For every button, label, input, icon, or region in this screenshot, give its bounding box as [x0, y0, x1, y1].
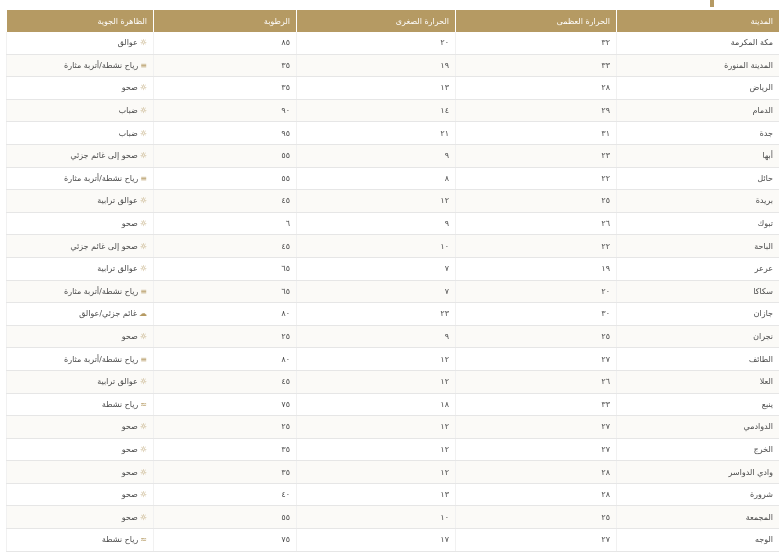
cell-city: جدة — [617, 122, 779, 145]
condition-label: ضباب — [119, 106, 138, 115]
condition-label: رياح نشطة/أتربة مثارة — [64, 287, 138, 296]
wind-icon: ≈ — [140, 535, 147, 544]
fog-icon: ☼ — [140, 106, 147, 115]
cell-min-temp: ٧ — [297, 257, 456, 280]
cell-condition — [7, 77, 154, 100]
sun-cloud-icon: ☼ — [140, 242, 147, 251]
wind-dust-icon: ≡ — [140, 61, 147, 70]
cell-condition — [7, 303, 154, 326]
cell-city: الطائف — [617, 348, 779, 371]
cell-condition — [7, 416, 154, 439]
wind-dust-icon: ≡ — [140, 355, 147, 364]
table-row — [7, 303, 779, 326]
cell-min-temp: ٢١ — [297, 122, 456, 145]
condition-label: رياح نشطة/أتربة مثارة — [64, 61, 138, 70]
condition-label: عوالق ترابية — [97, 377, 138, 386]
cell-condition — [7, 32, 154, 54]
cell-city: جازان — [617, 303, 779, 326]
cell-condition — [7, 325, 154, 348]
cell-max-temp: ٣٠ — [456, 303, 617, 326]
sun-icon: ☼ — [140, 83, 147, 92]
header-condition[interactable]: الظاهرة الجوية — [7, 10, 154, 32]
cell-condition — [7, 257, 154, 280]
weather-table — [6, 10, 779, 552]
cell-max-temp: ٢٨ — [456, 461, 617, 484]
table-row — [7, 393, 779, 416]
wind-dust-icon: ≡ — [140, 174, 147, 183]
sun-icon: ☼ — [140, 445, 147, 454]
cell-condition — [7, 190, 154, 213]
cell-max-temp: ٢٣ — [456, 144, 617, 167]
fog-icon: ☼ — [140, 129, 147, 138]
cell-min-temp: ٩ — [297, 144, 456, 167]
cell-min-temp: ١٢ — [297, 461, 456, 484]
cell-city: الدمام — [617, 99, 779, 122]
table-row — [7, 235, 779, 258]
header-city[interactable]: المدينة — [617, 10, 779, 32]
condition-label: ضباب — [119, 129, 138, 138]
cell-max-temp: ٢٧ — [456, 416, 617, 439]
cell-condition — [7, 393, 154, 416]
dust-icon: ☼ — [140, 377, 147, 386]
cell-city: الدوادمي — [617, 416, 779, 439]
condition-label: غائم جزئي/عوالق — [79, 309, 137, 318]
table-row — [7, 54, 779, 77]
condition-label: صحو — [122, 422, 138, 431]
cell-humidity: ٧٥ — [154, 393, 297, 416]
cell-condition — [7, 506, 154, 529]
dust-icon: ☼ — [140, 38, 147, 47]
cell-max-temp: ٢٧ — [456, 348, 617, 371]
cell-city: ينبع — [617, 393, 779, 416]
cell-max-temp: ٣١ — [456, 122, 617, 145]
cell-min-temp: ٧ — [297, 280, 456, 303]
sun-icon: ☼ — [140, 422, 147, 431]
table-row — [7, 32, 779, 54]
cell-humidity: ٢٥ — [154, 325, 297, 348]
cell-city: الرياض — [617, 77, 779, 100]
cell-max-temp: ٣٣ — [456, 393, 617, 416]
cell-min-temp: ١٠ — [297, 506, 456, 529]
sun-icon: ☼ — [140, 490, 147, 499]
cell-max-temp: ٣٢ — [456, 32, 617, 54]
condition-label: عوالق ترابية — [97, 264, 138, 273]
cell-city: مكة المكرمة — [617, 32, 779, 54]
cell-condition — [7, 461, 154, 484]
cell-min-temp: ١٤ — [297, 99, 456, 122]
cell-humidity: ٨٥ — [154, 32, 297, 54]
table-row — [7, 190, 779, 213]
cell-max-temp: ٢٧ — [456, 529, 617, 552]
cell-city: تبوك — [617, 212, 779, 235]
cell-max-temp: ٢٨ — [456, 483, 617, 506]
cell-city: أبها — [617, 144, 779, 167]
condition-label: صحو — [122, 332, 138, 341]
cell-humidity: ٣٥ — [154, 461, 297, 484]
cell-max-temp: ٢٥ — [456, 506, 617, 529]
cell-min-temp: ٩ — [297, 212, 456, 235]
cell-humidity: ٢٥ — [154, 416, 297, 439]
condition-label: صحو إلى غائم جزئي — [70, 151, 137, 160]
cell-humidity: ٩٥ — [154, 122, 297, 145]
condition-label: رياح نشطة — [102, 535, 138, 544]
table-row — [7, 167, 779, 190]
cell-humidity: ٤٥ — [154, 190, 297, 213]
cell-max-temp: ٢٠ — [456, 280, 617, 303]
header-max-temp[interactable]: الحرارة العظمى — [456, 10, 617, 32]
cell-max-temp: ٣٣ — [456, 54, 617, 77]
cell-humidity: ٦٥ — [154, 280, 297, 303]
cell-city: الباحة — [617, 235, 779, 258]
condition-label: عوالق — [118, 38, 138, 47]
cell-humidity: ٤٥ — [154, 235, 297, 258]
cell-humidity: ٣٥ — [154, 438, 297, 461]
condition-label: صحو إلى غائم جزئي — [70, 242, 137, 251]
cell-condition — [7, 212, 154, 235]
cell-min-temp: ٢٠ — [297, 32, 456, 54]
cell-condition — [7, 235, 154, 258]
cell-condition — [7, 99, 154, 122]
cell-humidity: ٨٠ — [154, 348, 297, 371]
cell-humidity: ٣٥ — [154, 54, 297, 77]
cell-min-temp: ٢٣ — [297, 303, 456, 326]
cell-humidity: ٥٥ — [154, 144, 297, 167]
cell-max-temp: ٢٥ — [456, 325, 617, 348]
cell-min-temp: ١٣ — [297, 77, 456, 100]
table-row — [7, 122, 779, 145]
header-min-temp[interactable]: الحرارة الصغرى — [297, 10, 456, 32]
cell-max-temp: ٢٢ — [456, 235, 617, 258]
sun-cloud-icon: ☼ — [140, 151, 147, 160]
condition-label: صحو — [122, 219, 138, 228]
condition-label: رياح نشطة/أتربة مثارة — [64, 174, 138, 183]
cell-condition — [7, 122, 154, 145]
sun-icon: ☼ — [140, 468, 147, 477]
header-humidity[interactable]: الرطوبة — [154, 10, 297, 32]
cell-humidity: ٦ — [154, 212, 297, 235]
cell-city: عرعر — [617, 257, 779, 280]
cell-min-temp: ١٢ — [297, 438, 456, 461]
cell-humidity: ٣٥ — [154, 77, 297, 100]
cell-min-temp: ١٢ — [297, 190, 456, 213]
table-body — [7, 32, 779, 551]
cell-city: شرورة — [617, 483, 779, 506]
table-row — [7, 257, 779, 280]
cell-min-temp: ١٠ — [297, 235, 456, 258]
condition-label: صحو — [122, 83, 138, 92]
cell-humidity: ٧٥ — [154, 529, 297, 552]
table-row — [7, 348, 779, 371]
cell-city: وادي الدواسر — [617, 461, 779, 484]
dust-icon: ☼ — [140, 196, 147, 205]
sun-icon: ☼ — [140, 332, 147, 341]
cell-max-temp: ٢٥ — [456, 190, 617, 213]
cell-humidity: ٥٥ — [154, 167, 297, 190]
cell-humidity: ٦٥ — [154, 257, 297, 280]
cell-humidity: ٤٠ — [154, 483, 297, 506]
condition-label: عوالق ترابية — [97, 196, 138, 205]
condition-label: رياح نشطة/أتربة مثارة — [64, 355, 138, 364]
cell-humidity: ٨٠ — [154, 303, 297, 326]
cell-max-temp: ٢٢ — [456, 167, 617, 190]
cell-max-temp: ٢٦ — [456, 370, 617, 393]
table-row — [7, 461, 779, 484]
cell-condition — [7, 529, 154, 552]
dust-icon: ☼ — [140, 264, 147, 273]
cell-max-temp: ١٩ — [456, 257, 617, 280]
cell-min-temp: ٨ — [297, 167, 456, 190]
cell-condition — [7, 348, 154, 371]
cell-min-temp: ١٧ — [297, 529, 456, 552]
table-row — [7, 370, 779, 393]
cell-min-temp: ٩ — [297, 325, 456, 348]
condition-label: رياح نشطة — [102, 400, 138, 409]
cell-condition — [7, 54, 154, 77]
cell-condition — [7, 144, 154, 167]
wind-dust-icon: ≡ — [140, 287, 147, 296]
cell-city: حائل — [617, 167, 779, 190]
sun-icon: ☼ — [140, 219, 147, 228]
cell-condition — [7, 483, 154, 506]
cell-city: سكاكا — [617, 280, 779, 303]
cell-min-temp: ١٩ — [297, 54, 456, 77]
cell-city: العلا — [617, 370, 779, 393]
accent-mark — [710, 0, 714, 7]
table-row — [7, 77, 779, 100]
table-row — [7, 99, 779, 122]
table-row — [7, 325, 779, 348]
sun-icon: ☼ — [140, 513, 147, 522]
cell-condition — [7, 438, 154, 461]
table-row — [7, 506, 779, 529]
table-row — [7, 438, 779, 461]
cell-condition — [7, 280, 154, 303]
cell-max-temp: ٢٩ — [456, 99, 617, 122]
cell-max-temp: ٢٦ — [456, 212, 617, 235]
cell-condition — [7, 370, 154, 393]
condition-label: صحو — [122, 445, 138, 454]
cell-city: المدينة المنورة — [617, 54, 779, 77]
table-row — [7, 212, 779, 235]
cell-min-temp: ١٣ — [297, 483, 456, 506]
cell-city: نجران — [617, 325, 779, 348]
cell-city: بريدة — [617, 190, 779, 213]
cell-max-temp: ٢٧ — [456, 438, 617, 461]
table-row — [7, 529, 779, 552]
condition-label: صحو — [122, 513, 138, 522]
cell-humidity: ٥٥ — [154, 506, 297, 529]
cell-city: الخرج — [617, 438, 779, 461]
table-row — [7, 483, 779, 506]
cell-min-temp: ١٢ — [297, 370, 456, 393]
table-header-row — [7, 10, 779, 32]
cell-city: الوجه — [617, 529, 779, 552]
cell-min-temp: ١٢ — [297, 416, 456, 439]
wind-icon: ≈ — [140, 400, 147, 409]
condition-label: صحو — [122, 490, 138, 499]
cloud-icon: ☁ — [139, 309, 147, 318]
table-row — [7, 416, 779, 439]
cell-condition — [7, 167, 154, 190]
table-row — [7, 280, 779, 303]
cell-city: المجمعة — [617, 506, 779, 529]
cell-humidity: ٩٠ — [154, 99, 297, 122]
cell-min-temp: ١٢ — [297, 348, 456, 371]
table-row — [7, 144, 779, 167]
condition-label: صحو — [122, 468, 138, 477]
cell-max-temp: ٢٨ — [456, 77, 617, 100]
cell-humidity: ٤٥ — [154, 370, 297, 393]
cell-min-temp: ١٨ — [297, 393, 456, 416]
